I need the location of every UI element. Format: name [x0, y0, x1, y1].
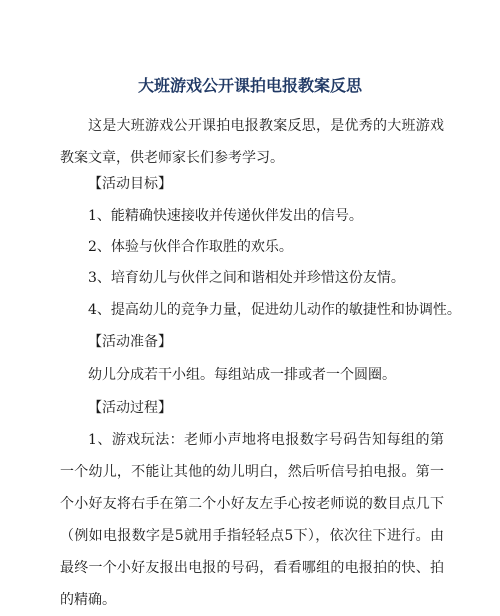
- process-paragraph: 1、游戏玩法：老师小声地将电报数字号码告知每组的第一个幼儿，不能让其他的幼儿明白，然后听信号拍电报。第一个小好友将右手在第二个小好友左手心按老师说的数目点几下（例如电报数字是5就用手指轻轻点5下），依次往下进行。由最终一个小好友报出电报的号码，看看哪组的电报拍的快、拍的精确。: [60, 432, 444, 608]
- goal-item-2: 2、体验与伙伴合作取胜的欢乐。: [88, 239, 293, 255]
- goal-item-1: 1、能精确快速接收并传递伙伴发出的信号。: [88, 208, 363, 224]
- goal-item-4: 4、提高幼儿的竞争力量，促进幼儿动作的敏捷性和协调性。: [88, 302, 461, 318]
- intro-paragraph: 这是大班游戏公开课拍电报教案反思，是优秀的大班游戏教案文章，供老师家长们参考学习。: [60, 118, 444, 166]
- process-heading: 【活动过程】: [88, 400, 172, 416]
- document-title: 大班游戏公开课拍电报教案反思: [137, 76, 362, 95]
- goals-heading: 【活动目标】: [88, 176, 172, 192]
- prep-heading: 【活动准备】: [88, 334, 172, 350]
- goal-item-3: 3、培育幼儿与伙伴之间和谐相处并珍惜这份友情。: [88, 270, 405, 286]
- prep-text: 幼儿分成若干小组。每组站成一排或者一个圆圈。: [88, 367, 396, 383]
